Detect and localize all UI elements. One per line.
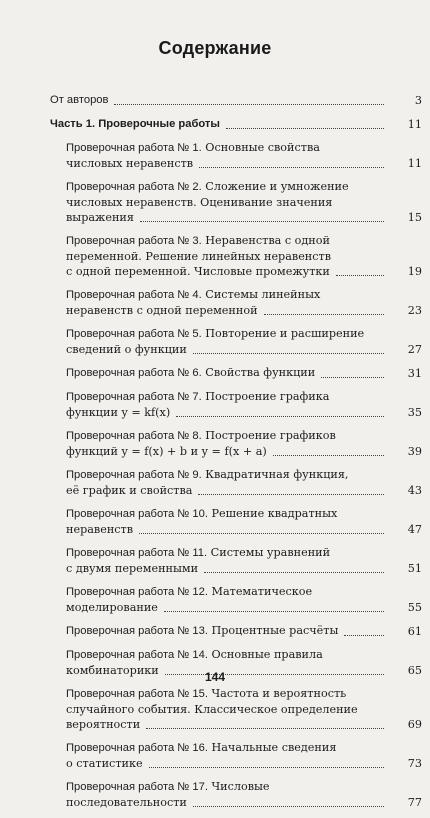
toc-entry-line bbox=[66, 623, 362, 639]
toc-entry-line bbox=[66, 545, 362, 561]
toc-part-page: 11 bbox=[407, 118, 422, 131]
toc-entry-prefix: Проверочная работа № 10. bbox=[66, 508, 208, 520]
toc-entry-text: Решение квадратных bbox=[211, 507, 338, 520]
toc-intro-label: От авторов bbox=[50, 94, 109, 106]
toc-leader-dots bbox=[198, 493, 384, 495]
toc-entry-line bbox=[66, 342, 362, 357]
toc-entry-text: случайного события. Классическое определение bbox=[66, 703, 358, 716]
toc-entry[interactable] bbox=[50, 389, 422, 420]
toc-entry-text: Основные свойства bbox=[205, 141, 320, 154]
toc-leader-dots bbox=[199, 166, 384, 168]
toc-entry-line bbox=[66, 428, 362, 444]
toc-entry[interactable] bbox=[50, 545, 422, 576]
toc-entry-text: Системы уравнений bbox=[210, 546, 331, 559]
toc-entry-line bbox=[66, 702, 362, 717]
toc-entry-page: 35 bbox=[407, 406, 422, 419]
toc-entry-page: 27 bbox=[407, 343, 422, 356]
toc-entry[interactable] bbox=[50, 326, 422, 357]
toc-entry-prefix: Проверочная работа № 3. bbox=[66, 235, 202, 247]
toc-entry-page: 77 bbox=[407, 796, 422, 809]
toc-entry-page: 15 bbox=[407, 211, 422, 224]
toc-leader-dots bbox=[193, 805, 384, 807]
toc-entry-page: 31 bbox=[407, 367, 422, 380]
toc-entry-page: 69 bbox=[407, 718, 422, 731]
toc-entry[interactable] bbox=[50, 233, 422, 279]
toc-entry-page: 11 bbox=[407, 157, 422, 170]
toc-entry-text: функций y = f(x) + b и y = f(x + a) bbox=[66, 445, 267, 458]
toc-entry[interactable] bbox=[50, 428, 422, 459]
toc-entry-text: переменной. Решение линейных неравенств bbox=[66, 250, 332, 263]
toc-entry[interactable] bbox=[50, 365, 422, 381]
toc-entry-line bbox=[66, 467, 362, 483]
toc-entry-text: Неравенства с одной bbox=[205, 234, 330, 247]
toc-entry-page: 39 bbox=[407, 445, 422, 458]
toc-entry-text: Построение графика bbox=[205, 390, 330, 403]
toc-entry-line bbox=[66, 179, 362, 195]
toc-entry-line bbox=[66, 140, 362, 156]
toc-entry-prefix: Проверочная работа № 7. bbox=[66, 391, 202, 403]
toc-entry-text: Числовые bbox=[211, 780, 270, 793]
toc-leader-dots bbox=[273, 454, 384, 456]
toc-entry-text: Свойства функции bbox=[205, 366, 316, 379]
toc-entry-line bbox=[66, 584, 362, 600]
page-title: Содержание bbox=[158, 38, 272, 58]
toc-leader-dots bbox=[321, 376, 384, 378]
toc-leader-dots bbox=[146, 727, 384, 729]
toc-leader-dots bbox=[344, 634, 384, 636]
toc-entry-text: сведений о функции bbox=[66, 343, 187, 356]
toc-entry-text: вероятности bbox=[66, 718, 141, 731]
toc-entry-text: неравенств bbox=[66, 523, 134, 536]
toc-entry-prefix: Проверочная работа № 13. bbox=[66, 625, 208, 637]
toc-entry-prefix: Проверочная работа № 5. bbox=[66, 328, 202, 340]
toc-entry-prefix: Проверочная работа № 6. bbox=[66, 367, 202, 379]
toc-entry-text: комбинаторики bbox=[66, 664, 159, 677]
toc-entry-text: Повторение и расширение bbox=[205, 327, 365, 340]
toc-entry[interactable] bbox=[50, 584, 422, 615]
toc-entry-text: Квадратичная функция, bbox=[205, 468, 349, 481]
toc-leader-dots bbox=[264, 313, 384, 315]
toc-entry-text: Построение графиков bbox=[205, 429, 336, 442]
toc-entry-text: функции y = kf(x) bbox=[66, 406, 171, 419]
toc-leader-dots bbox=[204, 571, 384, 573]
toc-entry-text: выражения bbox=[66, 211, 134, 224]
toc-entry-prefix: Проверочная работа № 9. bbox=[66, 469, 202, 481]
toc-entry-text: её график и свойства bbox=[66, 484, 193, 497]
toc-entry-prefix: Проверочная работа № 17. bbox=[66, 781, 208, 793]
toc-entry-line bbox=[66, 389, 362, 405]
table-of-contents bbox=[50, 92, 422, 818]
toc-entry-prefix: Проверочная работа № 15. bbox=[66, 688, 208, 700]
toc-entry-page: 23 bbox=[407, 304, 422, 317]
toc-entry-line bbox=[66, 156, 362, 171]
toc-entry-text: моделирование bbox=[66, 601, 158, 614]
toc-entry-line bbox=[66, 600, 362, 615]
toc-entry[interactable] bbox=[50, 740, 422, 771]
toc-entry-line bbox=[66, 287, 362, 303]
toc-leader-dots bbox=[176, 415, 384, 417]
toc-entry-line bbox=[66, 444, 362, 459]
toc-entry[interactable] bbox=[50, 686, 422, 732]
toc-entry[interactable] bbox=[50, 506, 422, 537]
toc-entry-page: 47 bbox=[407, 523, 422, 536]
toc-entry-prefix: Проверочная работа № 4. bbox=[66, 289, 202, 301]
toc-entry-line bbox=[66, 303, 362, 318]
toc-intro[interactable] bbox=[50, 92, 422, 108]
toc-entry-text: о статистике bbox=[66, 757, 143, 770]
toc-entry[interactable] bbox=[50, 140, 422, 171]
toc-entry-line bbox=[66, 647, 362, 663]
toc-entry-line bbox=[66, 795, 362, 810]
toc-leader-dots bbox=[149, 766, 384, 768]
toc-entry-prefix: Проверочная работа № 1. bbox=[66, 142, 202, 154]
toc-entry-page: 43 bbox=[407, 484, 422, 497]
toc-entry-line bbox=[66, 405, 362, 420]
toc-entry-prefix: Проверочная работа № 16. bbox=[66, 742, 208, 754]
toc-entry-text: неравенств с одной переменной bbox=[66, 304, 258, 317]
toc-entry-prefix: Проверочная работа № 8. bbox=[66, 430, 202, 442]
toc-entry-line bbox=[66, 326, 365, 342]
toc-entry-prefix: Проверочная работа № 11. bbox=[66, 547, 208, 559]
toc-entry-line bbox=[66, 522, 362, 537]
toc-entry-text: с двумя переменными bbox=[66, 562, 199, 575]
toc-entry-page: 51 bbox=[407, 562, 422, 575]
toc-entry-text: последовательности bbox=[66, 796, 187, 809]
toc-entry-line bbox=[66, 195, 362, 210]
toc-entry-line bbox=[66, 264, 362, 279]
toc-entry-text: числовых неравенств. Оценивание значения bbox=[66, 196, 333, 209]
toc-leader-dots bbox=[193, 352, 384, 354]
toc-entry-line bbox=[66, 740, 362, 756]
toc-entry-text: числовых неравенств bbox=[66, 157, 194, 170]
toc-leader-dots bbox=[140, 220, 384, 222]
toc-entry-text: Сложение и умножение bbox=[205, 180, 349, 193]
toc-entry[interactable] bbox=[50, 287, 422, 318]
page-number: 144 bbox=[204, 670, 226, 684]
bleed-through-text bbox=[0, 0, 430, 70]
toc-entry-line bbox=[66, 756, 362, 771]
toc-part-heading[interactable] bbox=[50, 116, 422, 132]
toc-entry[interactable] bbox=[50, 179, 422, 225]
toc-entry-text: Математическое bbox=[211, 585, 313, 598]
toc-entries bbox=[50, 140, 422, 810]
toc-entry-line bbox=[66, 779, 362, 795]
toc-leader-dots bbox=[226, 127, 384, 129]
toc-entry[interactable] bbox=[50, 779, 422, 810]
toc-entry-line bbox=[66, 210, 362, 225]
toc-entry-page: 61 bbox=[407, 625, 422, 638]
toc-entry-page: 65 bbox=[407, 664, 422, 677]
toc-entry-line bbox=[66, 249, 362, 264]
toc-leader-dots bbox=[164, 610, 384, 612]
toc-leader-dots bbox=[336, 274, 384, 276]
toc-intro-page: 3 bbox=[414, 94, 422, 107]
toc-entry-text: с одной переменной. Числовые промежутки bbox=[66, 265, 330, 278]
toc-leader-dots bbox=[114, 103, 384, 105]
toc-entry-line bbox=[66, 717, 362, 732]
toc-entry-line bbox=[66, 561, 362, 576]
toc-leader-dots bbox=[139, 532, 384, 534]
toc-entry-line bbox=[66, 483, 362, 498]
toc-entry-line bbox=[66, 233, 362, 249]
toc-entry-text: Начальные сведения bbox=[211, 741, 337, 754]
toc-part-label: Часть 1. Проверочные работы bbox=[50, 118, 220, 130]
toc-entry-text: Основные правила bbox=[211, 648, 323, 661]
toc-entry[interactable] bbox=[50, 467, 422, 498]
toc-entry-page: 73 bbox=[407, 757, 422, 770]
toc-entry-prefix: Проверочная работа № 2. bbox=[66, 181, 202, 193]
toc-entry[interactable] bbox=[50, 623, 422, 639]
toc-entry-line bbox=[66, 365, 362, 381]
toc-entry-prefix: Проверочная работа № 12. bbox=[66, 586, 208, 598]
toc-entry-prefix: Проверочная работа № 14. bbox=[66, 649, 208, 661]
toc-entry-page: 19 bbox=[407, 265, 422, 278]
toc-entry-text: Частота и вероятность bbox=[211, 687, 347, 700]
toc-entry-page: 55 bbox=[407, 601, 422, 614]
toc-entry-text: Процентные расчёты bbox=[211, 624, 339, 637]
toc-entry-line bbox=[66, 506, 362, 522]
toc-entry-text: Системы линейных bbox=[205, 288, 321, 301]
